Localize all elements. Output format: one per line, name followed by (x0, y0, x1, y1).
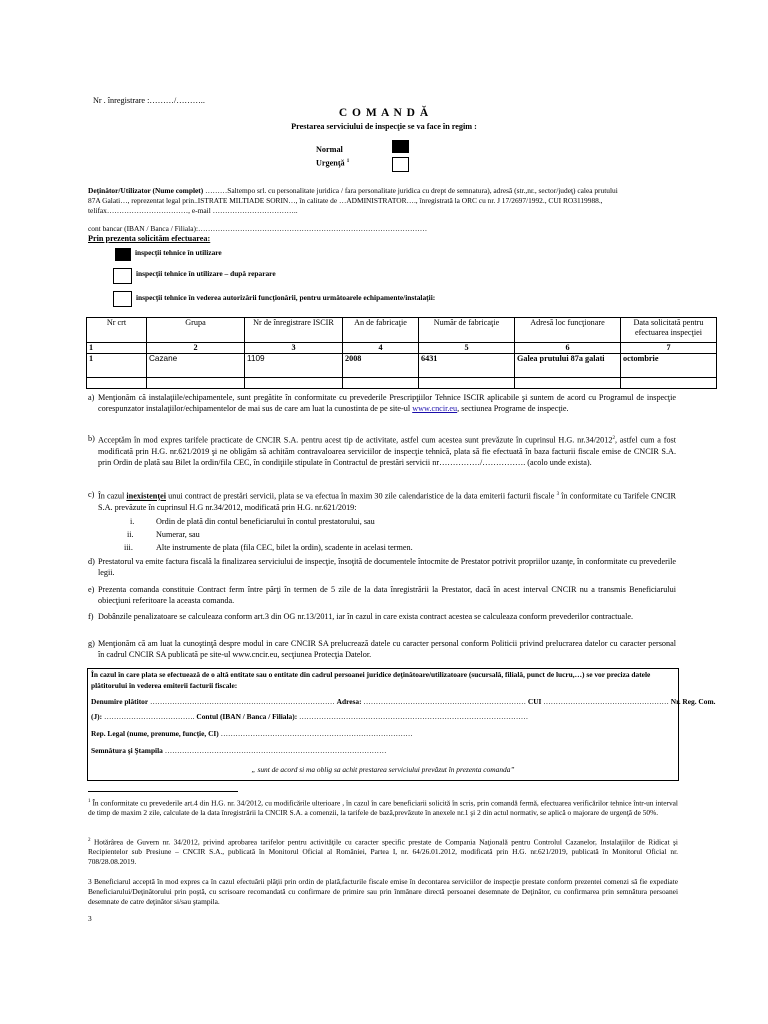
clause-text: unui contract de prestări servicii, plata se va efectua în maxim 30 zile calendaristice de la data emiterii facturii fiscale (165, 491, 557, 501)
payer-j-field[interactable]: ………………………………. (103, 712, 195, 721)
footnote-number: 1 (88, 799, 91, 804)
table-header: Grupa (147, 318, 245, 343)
table-cell[interactable] (419, 378, 515, 389)
clause-text: Menţionăm că am luat la cunoştinţă despre modul in care CNCIR SA prelucrează datele cu caracter personal conform Politicii privind prelucrarea datelor cu caracter personal în cadrul CNCIR SA publicată pe site-ul www.cncir.eu, secţiunea Protecţia Datelor. (98, 639, 676, 660)
payment-option-i-num: i. (130, 517, 135, 526)
payer-rep-field[interactable]: …………………………………………………………………… (220, 729, 413, 738)
option-1-label: inspecţii tehnice în utilizare (135, 248, 222, 257)
clause-g (88, 638, 676, 660)
payment-option-i: Ordin de plată din contul beneficiarului în contul prestatorului, sau (156, 517, 375, 526)
payer-name-label: Denumire plătitor (91, 697, 149, 706)
footnote-number: 2 (88, 838, 91, 843)
table-header: Data solicitată pentru efectuarea inspecţiei (621, 318, 717, 343)
payment-option-ii-num: ii. (127, 530, 134, 539)
table-header-row (87, 318, 717, 343)
registration-number: Nr . înregistrare :………/……….. (93, 96, 205, 105)
clause-text: În cazul (98, 491, 127, 501)
payer-signature-label: Semnătura şi Ştampila (91, 746, 163, 755)
payer-account-field[interactable]: ………………………………………………………………………………… (299, 712, 529, 721)
agreement-quote: „ sunt de acord si ma oblig sa achit prestarea serviciului prevăzut în prezenta comanda” (251, 765, 515, 774)
table-row (87, 354, 717, 378)
table-number: 2 (147, 343, 245, 354)
clause-text: Prestatorul va emite factura fiscală la finalizarea serviciului de inspecţie, însoţită de documentele întocmite de Prestator potrivit propriilor uzanţe, în conformitate cu prevederile legii. (98, 557, 676, 578)
clause-c (88, 489, 676, 513)
payer-j-label: (J): (91, 712, 103, 721)
payer-signature-field[interactable]: ……………………………………………………………………………… (164, 746, 387, 755)
payer-account-label: Contul (IBAN / Banca / Filiala): (196, 712, 298, 721)
payment-option-iii-num: iii. (124, 543, 133, 552)
clause-text: , astfel cum a fost modificată prin H.G. nr.621/2019 şi ne obligăm să achităm contravaloarea serviciilor de inspecţie tehnică, plata să fie efectuată în baza facturii fiscale emise de CNCIR S.A. prin Ordin de plată sau Bilet la ordin/fila CEC, în condiţiile stipulate în Contractul de prestări servicii nr……………/……………. (acolo unde exista). (98, 435, 677, 468)
clause-text: Dobânzile penalizatoare se calculeaza conform art.3 din OG nr.13/2011, iar în cazul in care exista contract acestea se calculeaza conform prevederilor contractuale. (98, 612, 634, 621)
footnote-ref: 3 (556, 492, 560, 497)
payment-option-ii: Numerar, sau (156, 530, 200, 539)
table-header: An de fabricaţie (343, 318, 419, 343)
table-number-row (87, 343, 717, 354)
cncir-link[interactable]: www.cncir.eu (412, 404, 458, 414)
payer-cui-label: CUI (527, 697, 542, 706)
clause-label: a) (88, 393, 95, 402)
table-cell[interactable] (621, 378, 717, 389)
table-cell[interactable] (515, 378, 621, 389)
clause-b (88, 433, 676, 468)
option-3-checkbox[interactable] (113, 291, 132, 307)
clause-text: , sectiunea Programe de inspecţie. (457, 404, 569, 414)
footnote-3: 3 Beneficiarul acceptă în mod expres ca în cazul efectuării plăţii prin ordin de plată,facturile fiscale emise în decontarea serviciilor de inspecţie prestate conform prezentei comenzi să fie expediate Beneficiarului/Deţinătorului prin poştă, cu scrisoare recomandată cu confirmare de primire sau prin înmânare directă persoanei desemnate de Deţinător, cu confirmarea prin semnătura persoanei desemnate de catre deţinător si/sau ştampila. (88, 877, 678, 906)
option-1-checkbox[interactable] (115, 248, 131, 261)
table-number: 1 (87, 343, 147, 354)
beneficiar-line-2: 87A Galati…, reprezentat legal prin..ISTRATE MILTIADE SORIN…, în calitate de …ADMINISTRATOR…., înregistrată la ORC cu nr. J 17/2697/1992., CUI RO3119988., (88, 196, 603, 205)
table-cell[interactable]: Galea prutului 87a galati (515, 354, 621, 378)
clause-label: d) (88, 557, 95, 566)
table-cell[interactable]: 1109 (245, 354, 343, 378)
payer-name-field[interactable]: ………………………………………………………………… (150, 697, 335, 706)
footnote-2 (88, 836, 678, 867)
payer-regcom-label: Nr. Reg. Com. (670, 697, 716, 706)
table-number: 6 (515, 343, 621, 354)
table-number: 7 (621, 343, 717, 354)
clause-a (88, 392, 676, 414)
clause-f (88, 611, 676, 622)
table-cell[interactable] (343, 378, 419, 389)
option-2-label: inspecţii tehnice în utilizare – după reparare (136, 269, 276, 278)
payer-intro: În cazul în care plata se efectuează de o altă entitate sau o entitate din cadrul persoanei juridice deţinătoare/utilizatoare (sucursală, filială, punct de lucru,…) se vor preciza datele plătitorului în vederea emiterii facturii fiscale: (91, 670, 651, 690)
clause-label: f) (88, 612, 94, 621)
table-cell[interactable]: 6431 (419, 354, 515, 378)
payer-rep-label: Rep. Legal (nume, prenume, funcţie, CI) (91, 729, 219, 738)
clause-text: în conformitate cu Tarifele CNCIR S.A. prevăzute în cuprinsul H.G nr.34/2012, modificată prin H.G. nr.621/2019: (98, 491, 676, 512)
table-cell[interactable]: 1 (87, 354, 147, 378)
table-header: Nr crt (87, 318, 147, 343)
clause-e (88, 584, 676, 606)
payer-row-3 (91, 729, 413, 738)
footnote-4: 3 (88, 914, 92, 923)
clause-label: e) (88, 585, 95, 594)
prin-prezenta: Prin prezenta solicităm efectuarea: (88, 234, 211, 243)
clause-label: c) (88, 490, 95, 499)
regime-subtitle: Prestarea serviciului de inspecţie se va face în regim : (291, 122, 477, 131)
option-3-label: inspecţii tehnice în vederea autorizării funcţionării, pentru următoarele echipamente/instalaţii: (136, 293, 436, 302)
urgenta-checkbox[interactable] (392, 157, 409, 172)
table-cell[interactable] (87, 378, 147, 389)
normal-checkbox[interactable] (392, 140, 409, 153)
payment-option-iii: Alte instrumente de plata (fila CEC, bilet la ordin), scadente in acelasi termen. (156, 543, 413, 552)
table-cell[interactable]: Cazane (147, 354, 245, 378)
clause-label: g) (88, 639, 95, 648)
payer-row-4 (91, 746, 386, 755)
table-cell[interactable] (147, 378, 245, 389)
clause-text: Acceptăm în mod expres tarifele practicate de CNCIR S.A. pentru acest tip de activitate, astfel cum acestea sunt prevăzute în cuprinsul H.G. nr.34/2012 (98, 435, 613, 445)
normal-label: Normal (316, 145, 343, 154)
urgenta-label: Urgenţă $^1$ (316, 158, 350, 168)
clause-d (88, 556, 676, 578)
table-number: 3 (245, 343, 343, 354)
clause-text: Menţionăm că instalaţiile/echipamentele, sunt pregătite în conformitate cu prevederile Prescripţiilor Tehnice ISCIR aplicabile şi suntem de acord cu Programul de inspecţie corespunzator instalaţiilor/echipamentelor de mai sus de care am luat la cunostinta de pe site-ul (98, 393, 676, 414)
table-number: 5 (419, 343, 515, 354)
page-title: C O M A N D Ă (338, 107, 430, 119)
beneficiar-line-3: telifax……………………………, e-mail …………………………….. (88, 206, 298, 215)
footnote-1 (88, 797, 678, 818)
payer-address-field[interactable]: ………………………………………………………… (363, 697, 526, 706)
clause-text: Prezenta comanda constituie Contract ferm între părţi în termen de 5 zile de la data înregistrării la Prestator, dacă în acest interval CNCIR nu a transmis Beneficiarului obiecţiuni referitoare la aceasta comanda. (98, 585, 676, 606)
payer-address-label: Adresa: (336, 697, 362, 706)
footnote-ref: 2 (612, 436, 615, 441)
option-2-checkbox[interactable] (113, 268, 132, 284)
payer-cui-field[interactable]: …………………………………………… (543, 697, 669, 706)
footnote-separator (88, 791, 238, 792)
footnote-text: Hotărârea de Guvern nr. 34/2012, privind aprobarea tarifelor pentru activităţile cu caracter specific prestate de Compania Naţională pentru Controlul Cazanelor, Instalaţiilor de Ridicat şi Recipientelor sub Presiune – CNCIR S.A., publicată în Monitorul Oficial al României, Partea I, nr. 64/26.01.2012, modificată prin H.G. nr.621/2019, publicată în Monitorul Oficial nr. 708/28.08.2019. (88, 837, 678, 867)
table-header: Număr de fabricaţie (419, 318, 515, 343)
equipment-table (86, 317, 717, 389)
table-row (87, 378, 717, 389)
beneficiar-line-1: Deţinător/Utilizator (Nume complet) ………Saltempo srl. cu personalitate juridica / fara personalitate juridica cu drept de semnatura), adresă (str.,nr., sector/judeţ) calea prutului (88, 186, 618, 195)
footnote-text: În conformitate cu prevederile art.4 din H.G. nr. 34/2012, cu modificările ulterioare , în cazul în care beneficiarii solicită în scris, prin comandă fermă, efectuarea verificărilor tehnice într-un interval de timp de maxim 2 zile, calculate de la data înregistrării la CNCIR S.A. a comenzii, la tarifele de bază,prevăzute în anexele nr.1 şi 2 din actul normativ, se aplică o majorare de urgenţă de 50%. (88, 798, 678, 818)
table-cell[interactable]: 2008 (343, 354, 419, 378)
clause-label: b) (88, 434, 95, 443)
table-cell[interactable]: octombrie (621, 354, 717, 378)
table-header: Adresă loc funcţionare (515, 318, 621, 343)
table-cell[interactable] (245, 378, 343, 389)
table-header: Nr de înregistrare ISCIR (245, 318, 343, 343)
table-number: 4 (343, 343, 419, 354)
clause-emphasis: inexistenţei (126, 491, 166, 501)
payer-row-2 (91, 712, 528, 721)
payer-row-1 (91, 697, 715, 706)
beneficiar-line-4: cont bancar (IBAN / Banca / Filiala):………………………………………………………………………………… (88, 224, 428, 233)
